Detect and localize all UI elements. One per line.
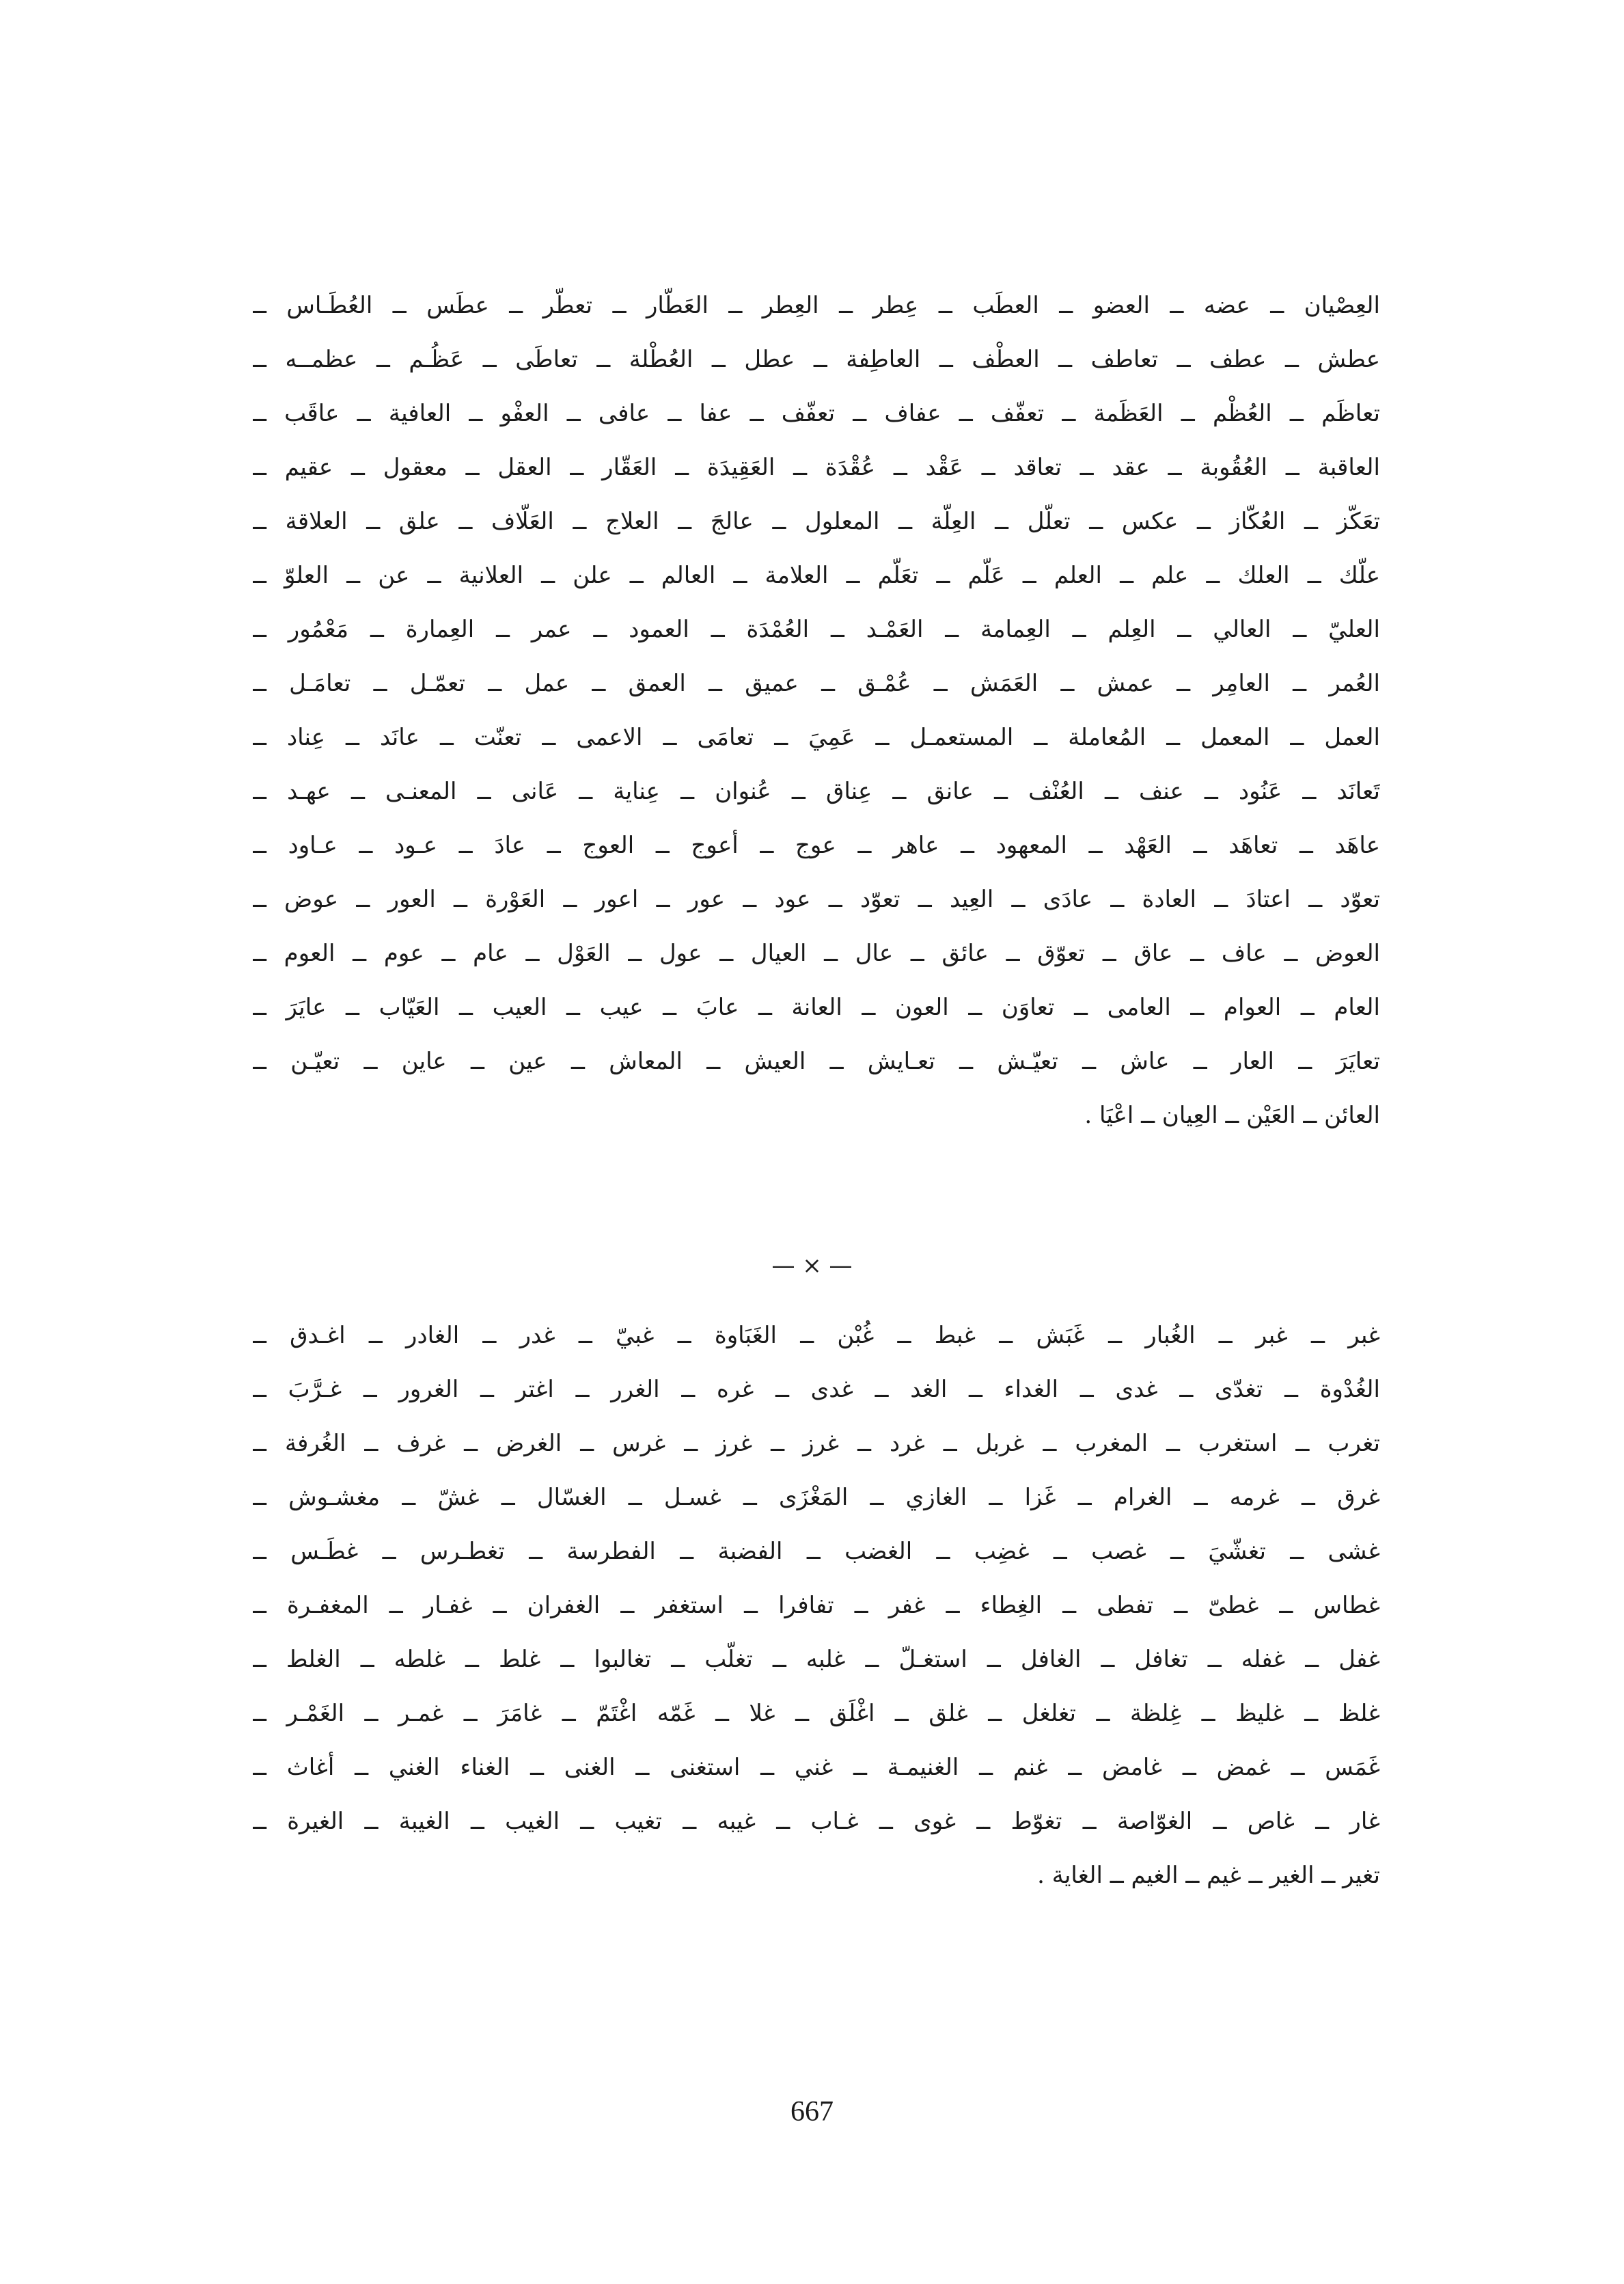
ain-line-9: العمل ــ المعمل ــ المُعاملة ــ المستعمـل ــ عَمِيَ ــ تعامَى ــ الاعمى ــ تعنّت ــ عانَد ــ عِناد ــ — [253, 724, 1380, 751]
ghain-line-2: الغُدْوة ــ تغدّى ــ غدى ــ الغداء ــ الغد ــ غدى ــ غره ــ الغرر ــ اغتر ــ الغرور ــ غـرَّبَ ــ — [253, 1376, 1380, 1403]
ain-line-12: تعوّد ــ اعتادَ ــ العادة ــ عادَى ــ العِيد ــ تعوّد ــ عود ــ عور ــ اعور ــ العَوْرة ــ العور ــ عوض ــ — [253, 886, 1380, 913]
ain-line-5: تعَكّز ــ العُكّاز ــ عكس ــ تعلّل ــ العِلّة ــ المعلول ــ عالجَ ــ العلاج ــ العَلّاف ــ علق ــ العلاقة ــ — [253, 508, 1380, 535]
section-separator: — × — — [771, 1252, 853, 1279]
ain-line-4: العاقبة ــ العُقُوبة ــ عقد ــ تعاقد ــ عَقْد ــ عُقْدَة ــ العَقِيدَة ــ العَقّار ــ العقل ــ معقول ــ عقيم ــ — [253, 454, 1380, 481]
ghain-word-list — [253, 1309, 1380, 1903]
ain-line-15: تعايَرَ ــ العار ــ عاش ــ تعيّـش ــ تعـايش ــ العيش ــ المعاش ــ عين ــ عاين ــ تعيّـن ــ — [253, 1048, 1380, 1075]
ghain-line-3: تغرب ــ استغرب ــ المغرب ــ غربل ــ غرد ــ غرز ــ غرز ــ غرس ــ الغرض ــ غرف ــ الغُرفة ــ — [253, 1430, 1380, 1457]
ghain-line-8: غلظ ــ غليظ ــ غِلظة ــ تغلغل ــ غلق ــ اغْلَق ــ غلا ــ غَمّه اغْتَمّ ــ غامَرَ ــ غمـر ــ الغَمْـر ــ — [253, 1700, 1380, 1727]
ain-line-11: عاهَد ــ تعاهَد ــ العَهْد ــ المعهود ــ عاهر ــ عوج ــ أعوج ــ العوج ــ عادَ ــ عـود ــ عـاود ــ — [253, 832, 1380, 859]
page-number: 667 — [790, 2096, 834, 2127]
ain-line-8: العُمر ــ العامِر ــ عمش ــ العَمَش ــ عُمْـق ــ عميق ــ العمق ــ عمل ــ تعمّـل ــ تعامَـل ــ — [253, 670, 1380, 697]
ghain-line-1: غبر ــ غبر ــ الغُبار ــ غَبَش ــ غبط ــ غُبْن ــ الغَبَاوة ــ غبيّ ــ غدر ــ الغادر ــ اغـدق ــ — [253, 1322, 1380, 1349]
ghain-line-10: غار ــ غاص ــ الغوّاصة ــ تغوّط ــ غوى ــ غـاب ــ غيبه ــ تغيب ــ الغيب ــ الغيبة ــ الغيرة ــ — [253, 1808, 1380, 1835]
ain-line-13: العوض ــ عاف ــ عاق ــ تعوّق ــ عائق ــ عال ــ العيال ــ عول ــ العَوْل ــ عام ــ عوم ــ العوم ــ — [253, 940, 1380, 967]
ghain-line-4: غرق ــ غرمه ــ الغرام ــ غَزا ــ الغازي ــ المَغْزَى ــ غسـل ــ الغسّال ــ غشّ ــ مغشـوش ــ — [253, 1484, 1380, 1511]
ain-line-14: العام ــ العوام ــ العامى ــ تعاوَن ــ العون ــ العانة ــ عابَ ــ عيب ــ العيب ــ العَيّاب ــ عايَرَ ــ — [253, 994, 1380, 1021]
ain-line-10: تَعانَد ــ عَنُود ــ عنف ــ العُنْف ــ عانق ــ عِناق ــ عُنوان ــ عِناية ــ عَانى ــ المعنـى ــ عهـد ــ — [253, 778, 1380, 805]
ain-line-16: العائن ــ العَيْن ــ العِيان ــ اعْيَا . — [1084, 1102, 1380, 1129]
ghain-line-6: غطاس ــ غطىّ ــ تفطى ــ الغِطاء ــ غفر ــ تفافرا ــ استغفر ــ الغفران ــ غفـار ــ المغفـرة ــ — [253, 1592, 1380, 1619]
ain-line-7: العليّ ــ العالي ــ العِلم ــ العِمامة ــ العَمْـد ــ العُمْدَة ــ العمود ــ عمر ــ العِمارة ــ مَعْمُور ــ — [253, 616, 1380, 643]
ghain-line-7: غفل ــ غفله ــ تغافل ــ الغافل ــ استغـلّ ــ غلبه ــ تغلّب ــ تغالبوا ــ غلط ــ غلطه ــ الغلط ــ — [253, 1646, 1380, 1673]
ain-line-2: عطش ــ عطف ــ تعاطف ــ العطْف ــ العاطِفة ــ عطل ــ العُطْلة ــ تعاطَى ــ عَظُـم ــ عظمــه ــ — [253, 346, 1380, 373]
ghain-line-5: غشى ــ تغشّيَ ــ غصب ــ غضِب ــ الغضب ــ الفضبة ــ الفطرسة ــ تغطـرس ــ غطَـس ــ — [253, 1538, 1380, 1565]
ghain-line-9: غَمَس ــ غمض ــ غامض ــ غنم ــ الغنيمـة ــ غني ــ استغنى ــ الغنى ــ الغناء الغني ــ أغاث ــ — [253, 1754, 1380, 1781]
ain-word-list — [253, 279, 1380, 1143]
ain-line-1: العِصْيان ــ عضه ــ العضو ــ العطَب ــ عِطر ــ العِطر ــ العَطّار ــ تعطّر ــ عطَس ــ العُطَـاس ــ — [253, 292, 1380, 319]
ain-line-6: علّك ــ العلك ــ علم ــ العلم ــ عَلّم ــ تعَلّم ــ العلامة ــ العالم ــ علن ــ العلانية ــ عن ــ العلوّ ــ — [253, 562, 1380, 589]
ain-line-3: تعاظَم ــ العُظْم ــ العَظَمة ــ تعفّف ــ عفاف ــ تعفّف ــ عفا ــ عافى ــ العفْو ــ العافية ــ عاقَب ــ — [253, 400, 1380, 427]
ghain-line-11: تغير ــ الغير ــ غيم ــ الغيم ــ الغاية . — [1037, 1862, 1380, 1889]
